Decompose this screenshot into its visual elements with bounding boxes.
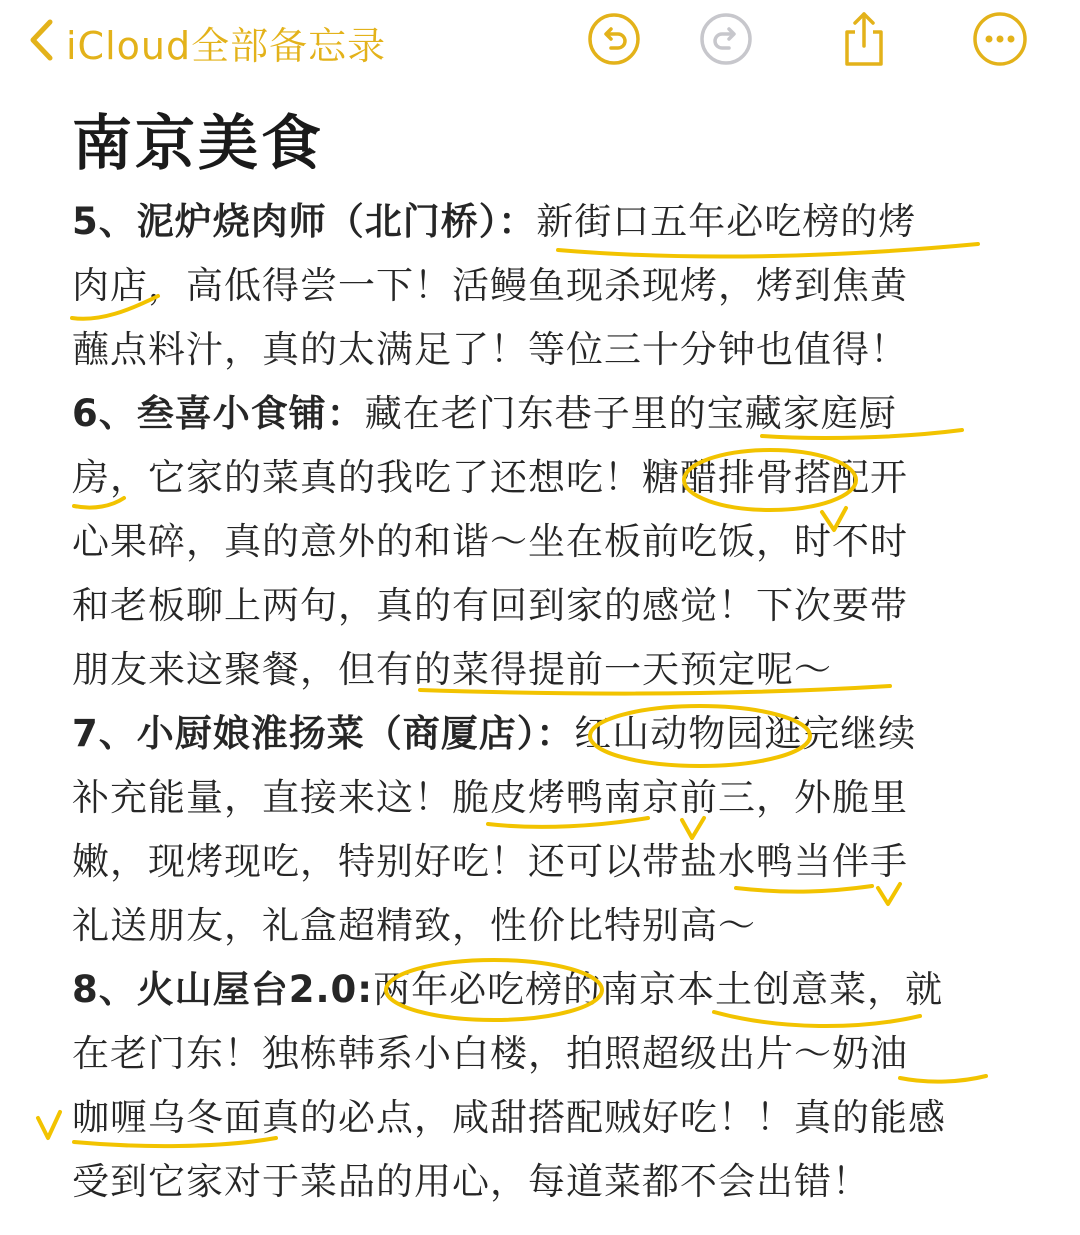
note-body[interactable] <box>72 190 1012 1214</box>
more-icon <box>972 11 1028 71</box>
note-line-text: 补充能量，直接来这！脆皮烤鸭南京前三，外脆里 <box>72 776 908 819</box>
note-line-text: 受到它家对于菜品的用心，每道菜都不会出错！ <box>72 1160 870 1203</box>
check-mark <box>38 1112 60 1138</box>
back-label: iCloud全部备忘录 <box>66 23 387 68</box>
undo-button[interactable] <box>586 13 642 69</box>
note-line <box>72 766 1012 830</box>
undo-icon <box>587 12 641 70</box>
redo-icon <box>699 12 753 70</box>
note-title[interactable]: 南京美食 <box>72 109 324 179</box>
note-line-text: 在老门东！独栋韩系小白楼，拍照超级出片～奶油 <box>72 1032 908 1075</box>
note-line-text: 礼送朋友，礼盒超精致，性价比特别高～ <box>72 904 756 947</box>
note-line-text: 咖喱乌冬面真的必点，咸甜搭配贼好吃！！真的能感 <box>72 1096 946 1139</box>
note-line <box>72 830 1012 894</box>
note-line-text: 房，它家的菜真的我吃了还想吃！糖醋排骨搭配开 <box>72 456 908 499</box>
note-line <box>72 318 1012 382</box>
note-line-text: 蘸点料汁，真的太满足了！等位三十分钟也值得！ <box>72 328 908 371</box>
note-line-text: 藏在老门东巷子里的宝藏家庭厨 <box>364 392 897 435</box>
note-line-text: 新街口五年必吃榜的烤 <box>536 200 917 243</box>
note-line-text: 红山动物园逛完继续 <box>574 712 917 755</box>
note-line-text: 朋友来这聚餐，但有的菜得提前一天预定呢～ <box>72 648 832 691</box>
restaurant-name: 8、火山屋台2.0: <box>72 968 374 1011</box>
note-line-text: 心果碎，真的意外的和谐～坐在板前吃饭，时不时 <box>72 520 908 563</box>
note-line <box>72 510 1012 574</box>
note-line <box>72 638 1012 702</box>
note-line <box>72 190 1012 254</box>
note-line <box>72 574 1012 638</box>
share-button[interactable] <box>836 13 892 69</box>
more-button[interactable] <box>972 13 1028 69</box>
redo-button[interactable] <box>698 13 754 69</box>
note-line <box>72 702 1012 766</box>
note-line <box>72 1086 1012 1150</box>
share-icon <box>837 10 891 72</box>
note-line-text: 和老板聊上两句，真的有回到家的感觉！下次要带 <box>72 584 908 627</box>
chevron-left-icon <box>28 18 54 66</box>
restaurant-name: 7、小厨娘淮扬菜（商厦店）： <box>72 712 575 755</box>
restaurant-name: 6、叁喜小食铺： <box>72 392 365 435</box>
note-line <box>72 1150 1012 1214</box>
restaurant-name: 5、泥炉烧肉师（北门桥）： <box>72 200 537 243</box>
note-line-text: 两年必吃榜的南京本土创意菜，就 <box>373 968 944 1011</box>
note-line-text: 嫩，现烤现吃，特别好吃！还可以带盐水鸭当伴手 <box>72 840 908 883</box>
note-line <box>72 446 1012 510</box>
note-line <box>72 1022 1012 1086</box>
back-button[interactable] <box>28 14 386 70</box>
note-line <box>72 254 1012 318</box>
note-line <box>72 894 1012 958</box>
nav-bar <box>0 0 1080 90</box>
note-line-text: 肉店，高低得尝一下！活鳗鱼现杀现烤，烤到焦黄 <box>72 264 908 307</box>
note-line <box>72 382 1012 446</box>
note-line <box>72 958 1012 1022</box>
